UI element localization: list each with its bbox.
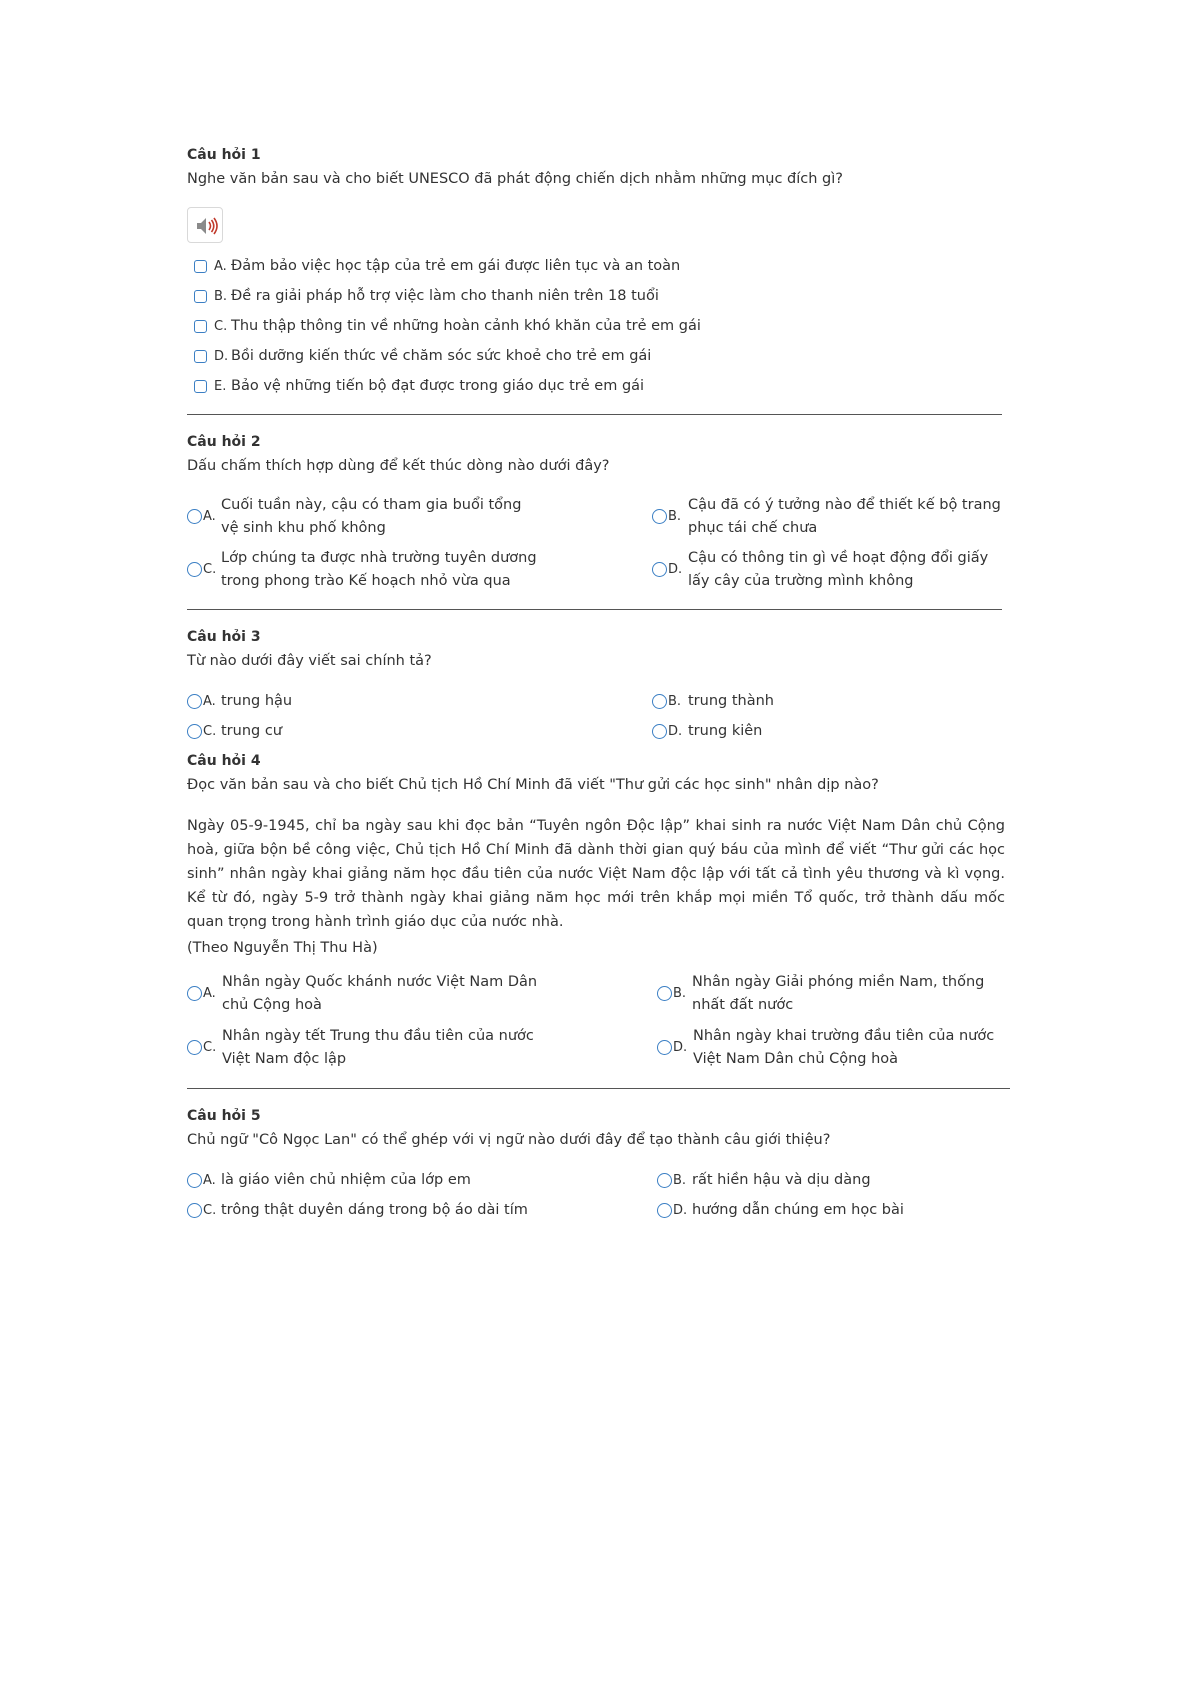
checkbox[interactable] xyxy=(194,290,207,303)
question-text: Nghe văn bản sau và cho biết UNESCO đã phát động chiến dịch nhằm những mục đích gì? xyxy=(187,171,843,187)
option-letter: C. xyxy=(203,724,217,739)
divider xyxy=(187,609,1002,610)
option-text: Bồi dưỡng kiến thức về chăm sóc sức khoẻ cho trẻ em gái xyxy=(231,348,652,364)
option-letter: D. xyxy=(673,1203,688,1218)
question-text: Từ nào dưới đây viết sai chính tả? xyxy=(187,653,432,669)
radio[interactable] xyxy=(657,1173,672,1188)
option-text: trung thành xyxy=(688,693,774,709)
option-text: Thu thập thông tin về những hoàn cảnh khó khăn của trẻ em gái xyxy=(231,318,701,334)
option-letter: A. xyxy=(214,259,227,274)
radio[interactable] xyxy=(187,509,202,524)
question-title: Câu hỏi 3 xyxy=(187,629,261,645)
option-text: rất hiền hậu và dịu dàng xyxy=(692,1172,871,1188)
question-title: Câu hỏi 4 xyxy=(187,753,261,769)
radio[interactable] xyxy=(187,1040,202,1055)
option-text: Nhân ngày Quốc khánh nước Việt Nam Dân chủ Cộng hoà xyxy=(222,974,538,1013)
option-letter: B. xyxy=(673,1173,687,1188)
option-letter: C. xyxy=(203,1203,217,1218)
option-letter: D. xyxy=(668,724,683,739)
radio[interactable] xyxy=(657,986,672,1001)
option-letter: C. xyxy=(203,1040,217,1055)
question-text: Dấu chấm thích hợp dùng để kết thúc dòng nào dưới đây? xyxy=(187,458,610,474)
option-letter: A. xyxy=(203,1173,216,1188)
radio[interactable] xyxy=(657,1040,672,1055)
option-letter: D. xyxy=(214,349,229,364)
option-text: Lớp chúng ta được nhà trường tuyên dương trong phong trào Kế hoạch nhỏ vừa qua xyxy=(221,550,537,589)
radio[interactable] xyxy=(187,1173,202,1188)
question-title: Câu hỏi 2 xyxy=(187,434,261,450)
option-letter: C. xyxy=(203,562,217,577)
divider xyxy=(187,1088,1010,1089)
option-text: Cuối tuần này, cậu có tham gia buổi tổng vệ sinh khu phố không xyxy=(221,497,522,536)
radio[interactable] xyxy=(652,562,667,577)
radio[interactable] xyxy=(657,1203,672,1218)
radio[interactable] xyxy=(187,986,202,1001)
option-letter: A. xyxy=(203,509,216,524)
option-text: Nhân ngày Giải phóng miền Nam, thống nhất đất nước xyxy=(692,974,985,1013)
option-letter: B. xyxy=(668,509,682,524)
option-text: trông thật duyên dáng trong bộ áo dài tím xyxy=(221,1202,528,1218)
option-text: Bảo vệ những tiến bộ đạt được trong giáo dục trẻ em gái xyxy=(231,378,645,394)
option-text: Nhân ngày khai trường đầu tiên của nước Việt Nam Dân chủ Cộng hoà xyxy=(693,1028,995,1067)
reading-passage: Ngày 05-9-1945, chỉ ba ngày sau khi đọc bản “Tuyên ngôn Độc lập” khai sinh ra nước Việt Nam Dân chủ Cộng hoà, giữa bộn bề công việc, Chủ tịch Hồ Chí Minh đã dành thời gian quý báu của mình để viết “Thư gửi các học sinh” nhân ngày khai giảng năm học đầu tiên của nước Việt Nam độc lập với tất cả tình yêu thương và kì vọng. Kể từ đó, ngày 5-9 trở thành ngày khai giảng năm học mới trên khắp mọi miền Tổ quốc, trở thành dấu mốc quan trọng trong hành trình giáo dục của nước nhà. xyxy=(187,818,1005,930)
question-title: Câu hỏi 5 xyxy=(187,1108,261,1124)
option-letter: C. xyxy=(214,319,228,334)
radio[interactable] xyxy=(187,1203,202,1218)
option-letter: B. xyxy=(214,289,228,304)
option-letter: E. xyxy=(214,379,227,394)
passage-source: (Theo Nguyễn Thị Thu Hà) xyxy=(187,940,378,956)
option-text: là giáo viên chủ nhiệm của lớp em xyxy=(221,1172,471,1188)
checkbox[interactable] xyxy=(194,260,207,273)
radio[interactable] xyxy=(187,694,202,709)
radio[interactable] xyxy=(187,562,202,577)
radio[interactable] xyxy=(652,694,667,709)
question-title: Câu hỏi 1 xyxy=(187,147,261,163)
option-text: trung cư xyxy=(221,723,283,739)
radio[interactable] xyxy=(187,724,202,739)
option-text: Nhân ngày tết Trung thu đầu tiên của nước Việt Nam độc lập xyxy=(222,1028,534,1067)
option-letter: B. xyxy=(668,694,682,709)
option-letter: A. xyxy=(203,986,216,1001)
checkbox[interactable] xyxy=(194,350,207,363)
option-letter: D. xyxy=(668,562,683,577)
option-text: trung hậu xyxy=(221,693,293,709)
checkbox[interactable] xyxy=(194,380,207,393)
question-text: Chủ ngữ "Cô Ngọc Lan" có thể ghép với vị ngữ nào dưới đây để tạo thành câu giới thiệu? xyxy=(187,1132,831,1148)
question-text: Đọc văn bản sau và cho biết Chủ tịch Hồ Chí Minh đã viết "Thư gửi các học sinh" nhân dịp nào? xyxy=(187,777,879,793)
option-text: trung kiên xyxy=(688,723,763,739)
checkbox[interactable] xyxy=(194,320,207,333)
option-letter: A. xyxy=(203,694,216,709)
option-letter: B. xyxy=(673,986,687,1001)
speaker-icon xyxy=(195,216,219,236)
option-text: Cậu có thông tin gì về hoạt động đổi giấy lấy cây của trường mình không xyxy=(688,550,989,589)
divider xyxy=(187,414,1002,415)
option-text: Đề ra giải pháp hỗ trợ việc làm cho thanh niên trên 18 tuổi xyxy=(231,288,659,304)
option-text: Đảm bảo việc học tập của trẻ em gái được liên tục và an toàn xyxy=(231,258,681,274)
audio-play-button[interactable] xyxy=(187,207,223,243)
option-text: Cậu đã có ý tưởng nào để thiết kế bộ trang phục tái chế chưa xyxy=(688,497,1001,536)
option-text: hướng dẫn chúng em học bài xyxy=(692,1202,904,1218)
option-letter: D. xyxy=(673,1040,688,1055)
radio[interactable] xyxy=(652,509,667,524)
radio[interactable] xyxy=(652,724,667,739)
